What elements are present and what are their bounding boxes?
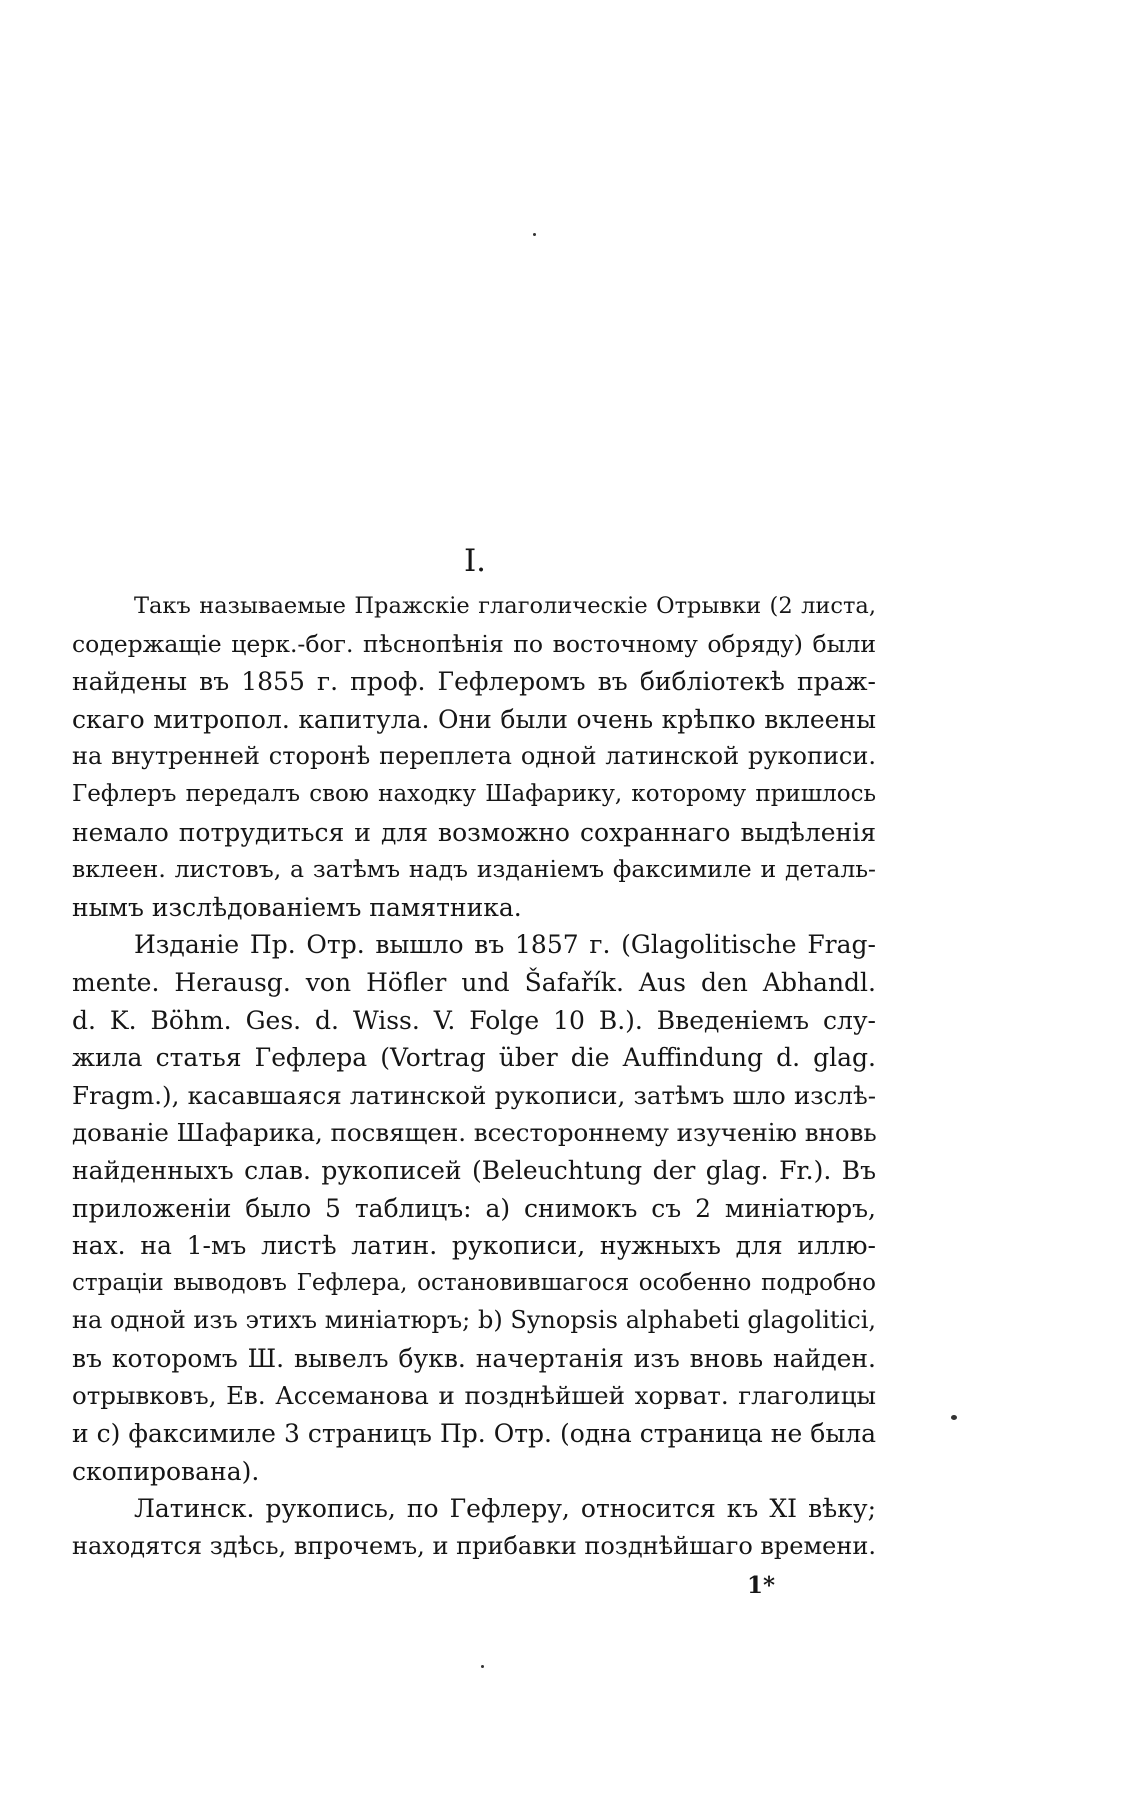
text-line: содержащіе церк.-бог. пѣснопѣнія по восточному обряду) были bbox=[72, 629, 876, 658]
text-line: немало потрудиться и для возможно сохраннаго выдѣленія bbox=[72, 817, 876, 847]
text-line: найденныхъ слав. рукописей (Beleuchtung der glag. Fr.). Въ bbox=[72, 1155, 876, 1185]
text-line: и c) факсимиле 3 страницъ Пр. Отр. (одна страница не была bbox=[72, 1419, 876, 1449]
text-line: на одной изъ этихъ миніатюръ; b) Synopsis alphabeti glagolitici, bbox=[72, 1306, 876, 1335]
signature-mark: 1* bbox=[747, 1572, 776, 1599]
text-line: приложеніи было 5 таблицъ: a) снимокъ съ 2 миніатюръ, bbox=[72, 1193, 876, 1223]
text-line: въ которомъ Ш. вывелъ букв. начертанія изъ вновь найден. bbox=[72, 1343, 876, 1373]
print-speck bbox=[951, 1415, 957, 1420]
text-line: жила статья Гефлера (Vortrag über die Auffindung d. glag. bbox=[72, 1043, 876, 1073]
text-line: страціи выводовъ Гефлера, остановившагося особенно подробно bbox=[72, 1269, 876, 1296]
text-line: отрывковъ, Ев. Ассеманова и позднѣйшей хорват. глаголицы bbox=[72, 1381, 876, 1411]
body-text bbox=[72, 588, 876, 1565]
text-line: находятся здѣсь, впрочемъ, и прибавки позднѣйшаго времени. bbox=[72, 1531, 876, 1560]
section-heading: I. bbox=[463, 543, 487, 579]
text-line: Такъ называемые Пражскіе глаголическіе Отрывки (2 листа, bbox=[134, 593, 876, 619]
text-line: вклеен. листовъ, а затѣмъ надъ изданіемъ факсимиле и деталь- bbox=[72, 855, 876, 884]
text-line: найдены въ 1855 г. проф. Гефлеромъ въ библіотекѣ праж- bbox=[72, 667, 876, 697]
text-line: скаго митропол. капитула. Они были очень крѣпко вклеены bbox=[72, 704, 876, 734]
text-line: нах. на 1-мъ листѣ латин. рукописи, нужныхъ для иллю- bbox=[72, 1231, 876, 1261]
print-speck bbox=[533, 233, 536, 236]
text-line: Латинск. рукопись, по Гефлеру, относится къ XI вѣку; bbox=[134, 1494, 876, 1524]
text-line: d. K. Böhm. Ges. d. Wiss. V. Folge 10 B.). Введеніемъ слу- bbox=[72, 1005, 876, 1035]
text-line: дованіе Шафарика, посвящен. всестороннему изученію вновь bbox=[72, 1118, 877, 1148]
text-line: нымъ изслѣдованіемъ памятника. bbox=[72, 892, 522, 922]
text-line: скопирована). bbox=[72, 1456, 260, 1486]
text-line: на внутренней сторонѣ переплета одной латинской рукописи. bbox=[72, 742, 876, 771]
text-line: Изданіе Пр. Отр. вышло въ 1857 г. (Glagolitische Frag- bbox=[134, 930, 876, 960]
text-line: mente. Herausg. von Höfler und Šafařík. Aus den Abhandl. bbox=[72, 967, 876, 997]
text-line: Гефлеръ передалъ свою находку Шафарику, которому пришлось bbox=[72, 780, 876, 807]
text-line: Fragm.), касавшаяся латинской рукописи, затѣмъ шло изслѣ- bbox=[72, 1080, 876, 1110]
print-speck bbox=[481, 1665, 484, 1668]
